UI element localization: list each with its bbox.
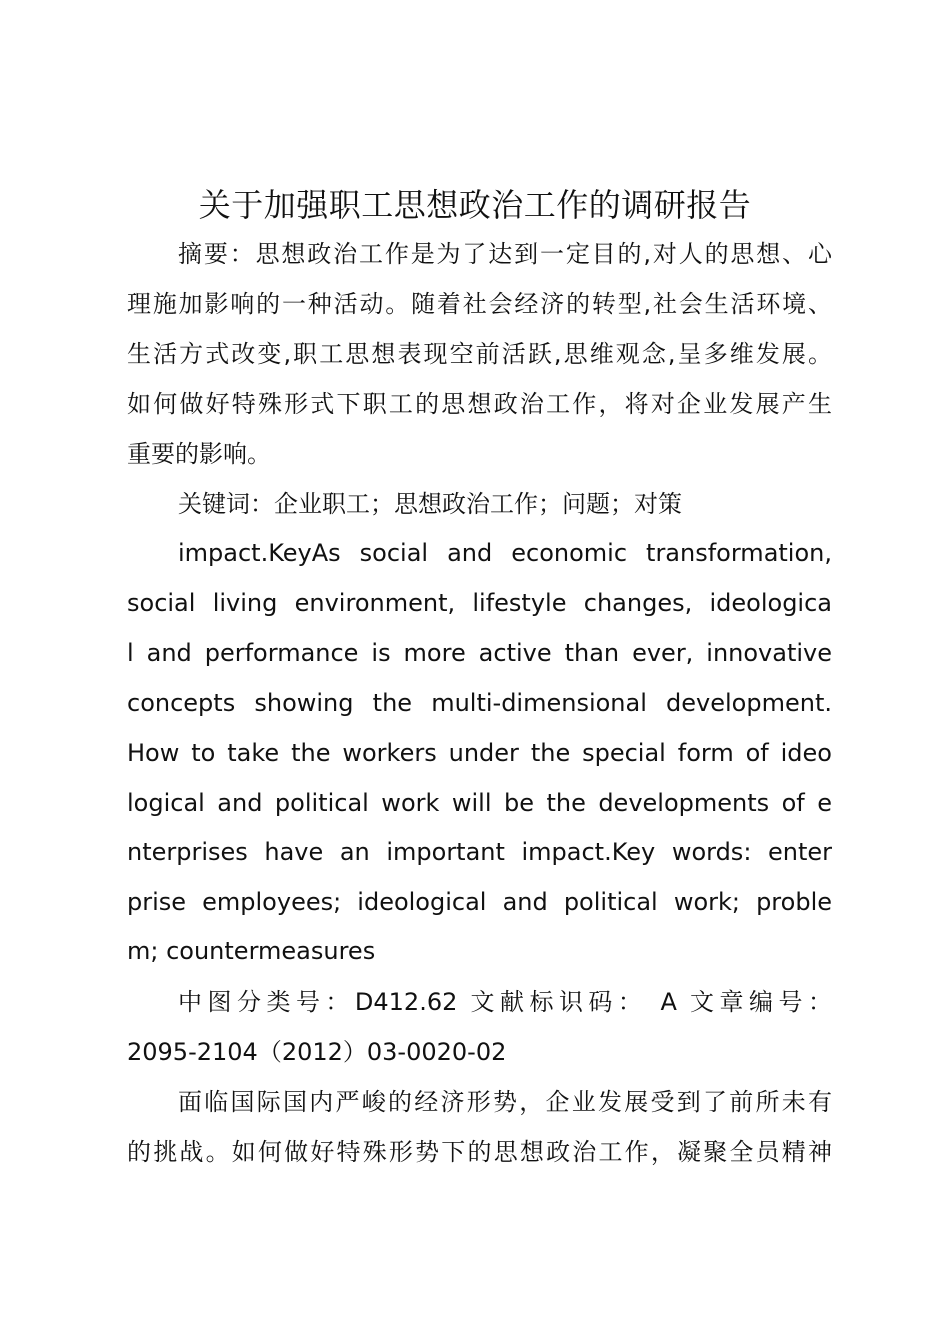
abstract-line-3: 生活方式改变,职工思想表现空前活跃,思维观念,呈多维发展。 — [127, 340, 832, 368]
body-line-1: 面临国际国内严峻的经济形势，企业发展受到了前所未有 — [178, 1088, 832, 1116]
abstract-line-1: 摘要：思想政治工作是为了达到一定目的,对人的思想、心 — [178, 240, 832, 268]
english-abstract-line-9: m; countermeasures — [127, 937, 376, 965]
english-abstract-line-3: l and performance is more active than ever, innovative — [127, 639, 832, 667]
english-abstract-line-1: impact.KeyAs social and economic transformation, — [178, 539, 832, 567]
keywords-line: 关键词：企业职工；思想政治工作；问题；对策 — [178, 490, 682, 518]
english-abstract-line-4: concepts showing the multi-dimensional development. — [127, 689, 832, 717]
abstract-line-2: 理施加影响的一种活动。随着社会经济的转型,社会生活环境、 — [127, 290, 832, 318]
abstract-line-5: 重要的影响。 — [127, 440, 271, 468]
english-abstract-line-6: logical and political work will be the developments of e — [127, 789, 832, 817]
english-abstract-line-7: nterprises have an important impact.Key words: enter — [127, 838, 832, 866]
body-line-2: 的挑战。如何做好特殊形势下的思想政治工作，凝聚全员精神 — [127, 1138, 832, 1166]
english-abstract-line-2: social living environment, lifestyle changes, ideologica — [127, 589, 832, 617]
classification-line-1: 中图分类号：D412.62 文献标识码： A 文章编号： — [178, 988, 832, 1016]
english-abstract-line-8: prise employees; ideological and political work; proble — [127, 888, 832, 916]
abstract-line-4: 如何做好特殊形式下职工的思想政治工作，将对企业发展产生 — [127, 390, 832, 418]
english-abstract-line-5: How to take the workers under the special form of ideo — [127, 739, 832, 767]
classification-line-2: 2095-2104（2012）03-0020-02 — [127, 1038, 507, 1066]
document-title: 关于加强职工思想政治工作的调研报告 — [198, 186, 752, 224]
